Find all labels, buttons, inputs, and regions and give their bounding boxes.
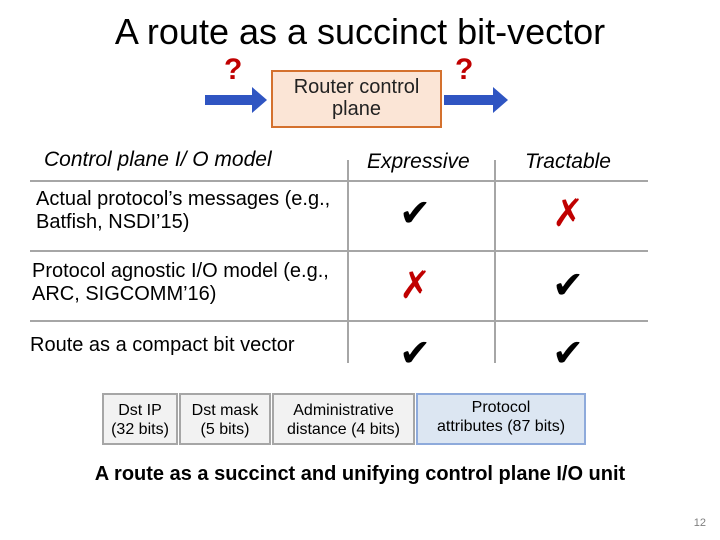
table-column-divider-1: [347, 160, 349, 363]
bit-field-dst-ip: [102, 393, 178, 445]
row-2-tractable-check-icon: ✔: [552, 263, 584, 307]
summary-text: A route as a succinct and unifying control plane I/O unit: [94, 463, 626, 485]
output-arrow-icon: [444, 95, 494, 105]
row-3-tractable-check-icon: ✔: [552, 331, 584, 375]
table-divider-1: [30, 180, 648, 182]
row-2-model: Protocol agnostic I/O model (e.g., ARC, SIGCOMM’16): [32, 260, 329, 305]
header-expressive: Expressive: [367, 150, 470, 173]
bit-field-dst-mask: [179, 393, 271, 445]
bit-field-protocol-attributes: [416, 393, 586, 445]
bit-field-admin-distance: [272, 393, 415, 445]
table-column-divider-2: [494, 160, 496, 363]
bit-field-protocol-attributes-name: Protocol: [471, 399, 531, 416]
row-2-expressive-cross-icon: ✗: [399, 263, 431, 307]
page-number: 12: [693, 517, 706, 529]
row-3-model: Route as a compact bit vector: [30, 334, 295, 356]
question-mark-left: ?: [224, 53, 243, 86]
bit-field-admin-distance-bits: distance (4 bits): [287, 421, 400, 438]
row-3-expressive-check-icon: ✔: [399, 331, 431, 375]
input-arrow-icon: [205, 95, 253, 105]
row-1-expressive-check-icon: ✔: [399, 191, 431, 235]
bit-field-dst-ip-name: Dst IP: [118, 402, 162, 419]
bit-field-admin-distance-name: Administrative: [293, 402, 394, 419]
bit-field-protocol-attributes-bits: attributes (87 bits): [436, 418, 566, 435]
row-1-tractable-cross-icon: ✗: [552, 191, 584, 235]
router-box-label: Router control plane: [293, 76, 420, 120]
header-tractable: Tractable: [525, 150, 611, 173]
bit-field-dst-mask-name: Dst mask: [191, 402, 259, 419]
header-model: Control plane I/ O model: [44, 148, 272, 171]
question-mark-right: ?: [455, 53, 474, 86]
row-1-model: Actual protocol’s messages (e.g., Batfish, NSDI’15): [36, 188, 331, 233]
table-divider-2: [30, 250, 648, 252]
bit-field-dst-ip-bits: (32 bits): [111, 421, 169, 438]
slide-title: A route as a succinct bit-vector: [114, 11, 606, 52]
bit-field-dst-mask-bits: (5 bits): [200, 421, 250, 438]
table-divider-3: [30, 320, 648, 322]
router-control-plane-box: [271, 70, 442, 128]
